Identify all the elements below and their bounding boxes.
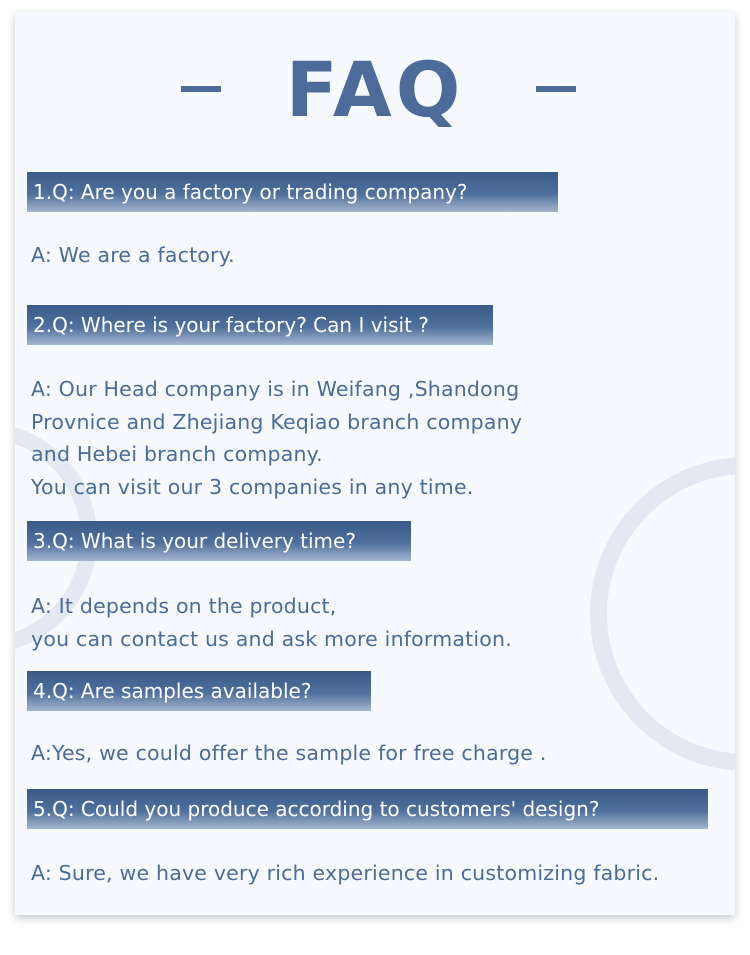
question-bar-2: 2.Q: Where is your factory? Can I visit ? (27, 305, 493, 345)
answer-line: A: Sure, we have very rich experience in customizing fabric. (31, 861, 660, 885)
page-title: FAQ (285, 45, 465, 134)
answer-line: A: Our Head company is in Weifang ,Shandong (31, 377, 520, 401)
question-bar-5: 5.Q: Could you produce according to customers' design? (27, 789, 708, 829)
answer-2 (31, 373, 522, 503)
question-bar-3: 3.Q: What is your delivery time? (27, 521, 411, 561)
answer-line: you can contact us and ask more information. (31, 626, 512, 651)
title-dash-right (536, 86, 576, 92)
answer-1 (31, 239, 235, 272)
answer-line: A: It depends on the product, (31, 594, 337, 618)
answer-line: A: We are a factory. (31, 243, 235, 267)
faq-card (15, 12, 735, 915)
answer-4 (31, 737, 547, 770)
answer-line: Provnice and Zhejiang Keqiao branch company (31, 409, 523, 434)
question-bar-4: 4.Q: Are samples available? (27, 671, 371, 711)
answer-line: A:Yes, we could offer the sample for free charge . (31, 741, 547, 765)
answer-line: and Hebei branch company. (31, 442, 323, 466)
title-block (15, 45, 735, 134)
decorative-ring-right (590, 457, 735, 771)
answer-line: You can visit our 3 companies in any time. (31, 474, 474, 499)
answer-3 (31, 590, 512, 655)
question-bar-1: 1.Q: Are you a factory or trading company? (27, 172, 558, 212)
answer-5 (31, 857, 659, 890)
